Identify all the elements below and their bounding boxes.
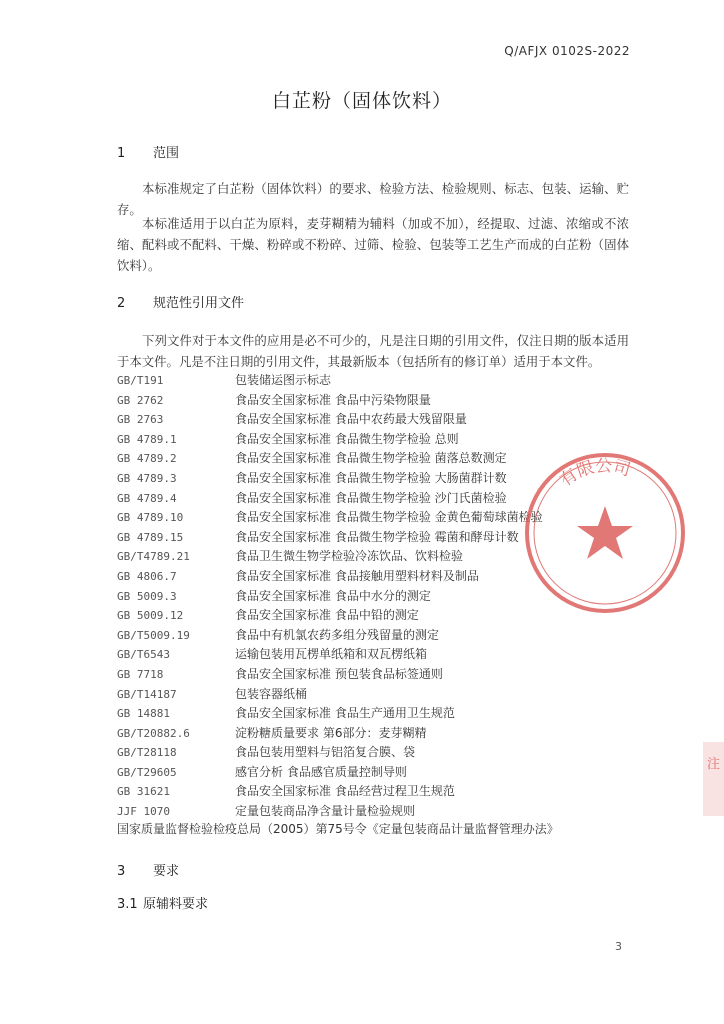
reference-code: GB 4789.1 [117, 432, 177, 446]
reference-title: 感官分析 食品感官质量控制导则 [235, 764, 407, 779]
reference-title: 食品安全国家标准 预包装食品标签通则 [235, 666, 443, 681]
reference-code: GB/T4789.21 [117, 550, 190, 564]
reference-code: GB 7718 [117, 667, 164, 681]
reference-title: 食品安全国家标准 食品经营过程卫生规范 [235, 784, 455, 799]
reference-title: 包装容器纸桶 [235, 686, 308, 701]
references-intro: 下列文件对于本文件的应用是必不可少的，凡是注日期的引用文件，仅注日期的版本适用于本文件。凡是不注日期的引用文件，其最新版本（包括所有的修订单）适用于本文件。 [117, 333, 629, 369]
reference-code: GB 2762 [117, 393, 164, 407]
reference-title: 定量包装商品净含量计量检验规则 [235, 804, 416, 819]
reference-title: 食品安全国家标准 食品微生物学检验 大肠菌群计数 [235, 470, 507, 485]
section-1-heading [117, 142, 179, 161]
section-title: 原辅料要求 [143, 897, 209, 912]
seal-text: 有限公司 [556, 456, 633, 491]
reference-row [117, 410, 637, 430]
section-title: 要求 [153, 864, 180, 879]
reference-code: GB 2763 [117, 413, 164, 427]
reference-code: GB/T29605 [117, 765, 177, 779]
reference-row [117, 645, 637, 665]
reference-title: 淀粉糖质量要求 第6部分：麦芽糊精 [235, 725, 427, 740]
standard-code: Q/AFJX 0102S-2022 [504, 44, 630, 58]
reference-title: 食品卫生微生物学检验冷冻饮品、饮料检验 [235, 549, 464, 564]
section-number: 3 [117, 864, 126, 879]
reference-row [117, 371, 637, 391]
section-3-1-heading [117, 893, 208, 912]
section-number: 3.1 [117, 897, 138, 912]
reference-title: 食品安全国家标准 食品中铅的测定 [235, 608, 419, 623]
reference-code: GB 4789.15 [117, 530, 184, 544]
reference-code: GB 4789.10 [117, 511, 184, 525]
company-seal-stamp [520, 448, 690, 618]
section-2-heading [117, 292, 244, 311]
reference-code: GB/T28118 [117, 746, 177, 760]
reference-title: 食品安全国家标准 食品微生物学检验 霉菌和酵母计数 [235, 529, 519, 544]
reference-row [117, 763, 637, 783]
scope-paragraph-2: 本标准适用于以白芷为原料，麦芽糊精为辅料（加或不加），经提取、过滤、浓缩或不浓缩、配料或不配料、干燥、粉碎或不粉碎、过筛、检验、包装等工艺生产而成的白芷粉（固体饮料）。 [117, 216, 629, 273]
reference-row [117, 626, 637, 646]
reference-title: 运输包装用瓦楞单纸箱和双瓦楞纸箱 [235, 647, 428, 662]
reference-title: 食品安全国家标准 食品接触用塑料材料及制品 [235, 568, 479, 583]
section-number: 2 [117, 296, 126, 311]
reference-title: 食品安全国家标准 食品中污染物限量 [235, 392, 431, 407]
section-number: 1 [117, 146, 126, 161]
reference-code: JJF 1070 [117, 805, 170, 819]
reference-row [117, 665, 637, 685]
section-title: 规范性引用文件 [153, 296, 245, 311]
seal-star-icon [577, 506, 633, 559]
reference-code: GB 4789.4 [117, 491, 177, 505]
page-number: 3 [615, 940, 622, 953]
reference-code: GB/T14187 [117, 687, 177, 701]
edge-stamp-text: 注 [707, 757, 721, 772]
reference-title: 食品中有机氯农药多组分残留量的测定 [235, 627, 440, 642]
scope-paragraph-1: 本标准规定了白芷粉（固体饮料）的要求、检验方法、检验规则、标志、包装、运输、贮存。 [117, 181, 629, 217]
reference-code: GB/T6543 [117, 648, 170, 662]
reference-title: 食品安全国家标准 食品中水分的测定 [235, 588, 431, 603]
reference-row [117, 685, 637, 705]
reference-title: 食品安全国家标准 食品中农药最大残留限量 [235, 412, 467, 427]
section-title: 范围 [153, 146, 180, 161]
reference-row [117, 743, 637, 763]
reference-title: 食品安全国家标准 食品微生物学检验 总则 [235, 431, 459, 446]
document-title: 白芷粉（固体饮料） [271, 90, 452, 112]
reference-code: GB 5009.3 [117, 589, 177, 603]
reference-footer-note: 国家质量监督检验检疫总局（2005）第75号令《定量包装商品计量监督管理办法》 [117, 822, 559, 836]
section-3-heading [117, 860, 179, 879]
reference-code: GB 14881 [117, 707, 170, 721]
reference-row [117, 724, 637, 744]
reference-row [117, 391, 637, 411]
reference-row [117, 704, 637, 724]
reference-title: 食品安全国家标准 食品微生物学检验 菌落总数测定 [235, 451, 507, 466]
reference-row [117, 802, 637, 822]
reference-code: GB 5009.12 [117, 609, 184, 623]
reference-code: GB/T5009.19 [117, 628, 190, 642]
edge-stamp-mark [703, 742, 724, 816]
reference-title: 食品安全国家标准 食品生产通用卫生规范 [235, 706, 455, 721]
reference-title: 食品安全国家标准 食品微生物学检验 沙门氏菌检验 [235, 490, 507, 505]
reference-code: GB/T20882.6 [117, 726, 190, 740]
reference-code: GB/T191 [117, 374, 164, 387]
reference-row [117, 782, 637, 802]
reference-title: 食品安全国家标准 食品微生物学检验 金黄色葡萄球菌检验 [235, 510, 543, 525]
reference-title: 包装储运图示标志 [235, 373, 332, 387]
reference-title: 食品包装用塑料与铝箔复合膜、袋 [235, 745, 416, 760]
reference-code: GB 31621 [117, 785, 170, 799]
reference-row [117, 430, 637, 450]
reference-code: GB 4789.2 [117, 452, 177, 466]
reference-code: GB 4806.7 [117, 569, 177, 583]
reference-code: GB 4789.3 [117, 471, 177, 485]
